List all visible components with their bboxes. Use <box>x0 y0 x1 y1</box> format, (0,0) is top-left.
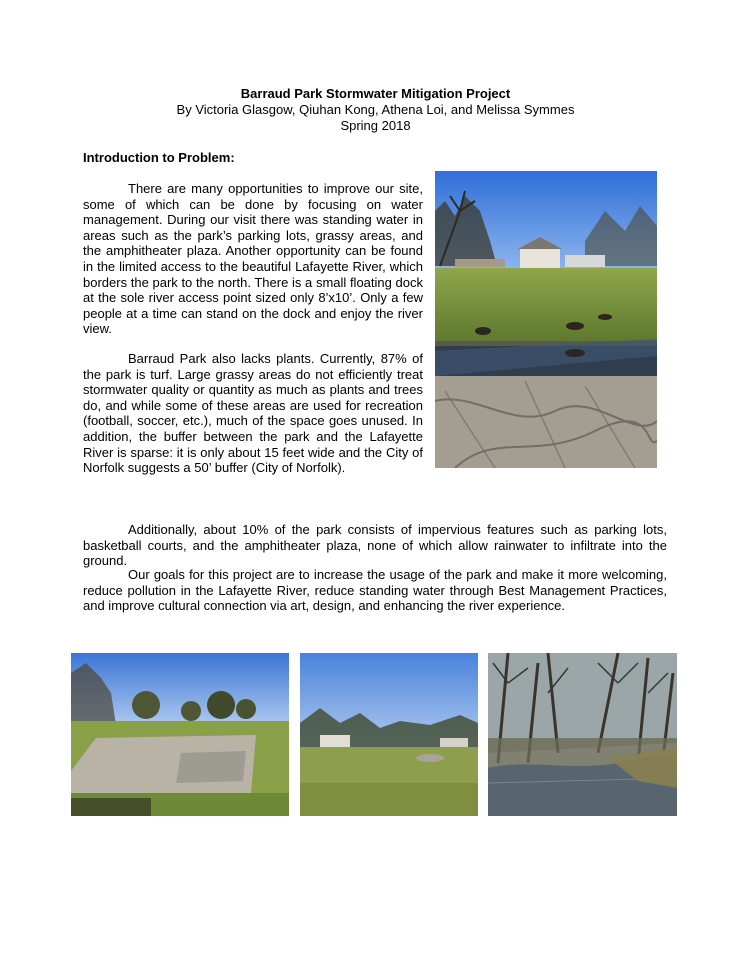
photo-standing-water <box>435 171 657 468</box>
document-date: Spring 2018 <box>340 118 411 133</box>
photo-basketball-court <box>71 653 289 816</box>
paragraph-2 <box>83 351 423 476</box>
section-heading: Introduction to Problem: <box>83 150 235 165</box>
paragraph-3 <box>83 522 667 569</box>
document-header <box>0 86 751 134</box>
paragraph-1-text: There are many opportunities to improve our site, some of which can be done by focusing on water management. During our visit there was standing water in areas such as the park’s parking lots, grassy areas, and the amphitheater plaza. Another opportunity can be found in the limited access to the beautiful Lafayette River, which borders the park to the north. There is a small floating dock at the sole river access point sized only 8’x10’. Only a few people at a time can stand on the dock and enjoy the river view. <box>83 181 423 337</box>
document-title: Barraud Park Stormwater Mitigation Project <box>240 86 511 101</box>
photo-grassy-field <box>300 653 478 816</box>
paragraph-4 <box>83 567 667 614</box>
paragraph-1 <box>83 181 423 337</box>
document-authors: By Victoria Glasgow, Qiuhan Kong, Athena Loi, and Melissa Symmes <box>176 102 575 117</box>
paragraph-3-text: Additionally, about 10% of the park consists of impervious features such as parking lots, basketball courts, and the amphitheater plaza, none of which allow rainwater to infiltrate into the ground. <box>83 522 667 569</box>
photo-lafayette-river <box>488 653 677 816</box>
paragraph-2-text: Barraud Park also lacks plants. Currently, 87% of the park is turf. Large grassy areas do not efficiently treat stormwater quality or quantity as much as plants and trees do, and while some of these areas are used for recreation (football, soccer, etc.), much of the space goes unused. In addition, the buffer between the park and the Lafayette River is sparse: it is only about 15 feet wide and the City of Norfolk suggests a 50’ buffer (City of Norfolk). <box>83 351 423 476</box>
paragraph-4-text: Our goals for this project are to increase the usage of the park and make it more welcoming, reduce pollution in the Lafayette River, reduce standing water through Best Management Practices, and improve cultural connection via art, design, and enhancing the river experience. <box>83 567 667 614</box>
